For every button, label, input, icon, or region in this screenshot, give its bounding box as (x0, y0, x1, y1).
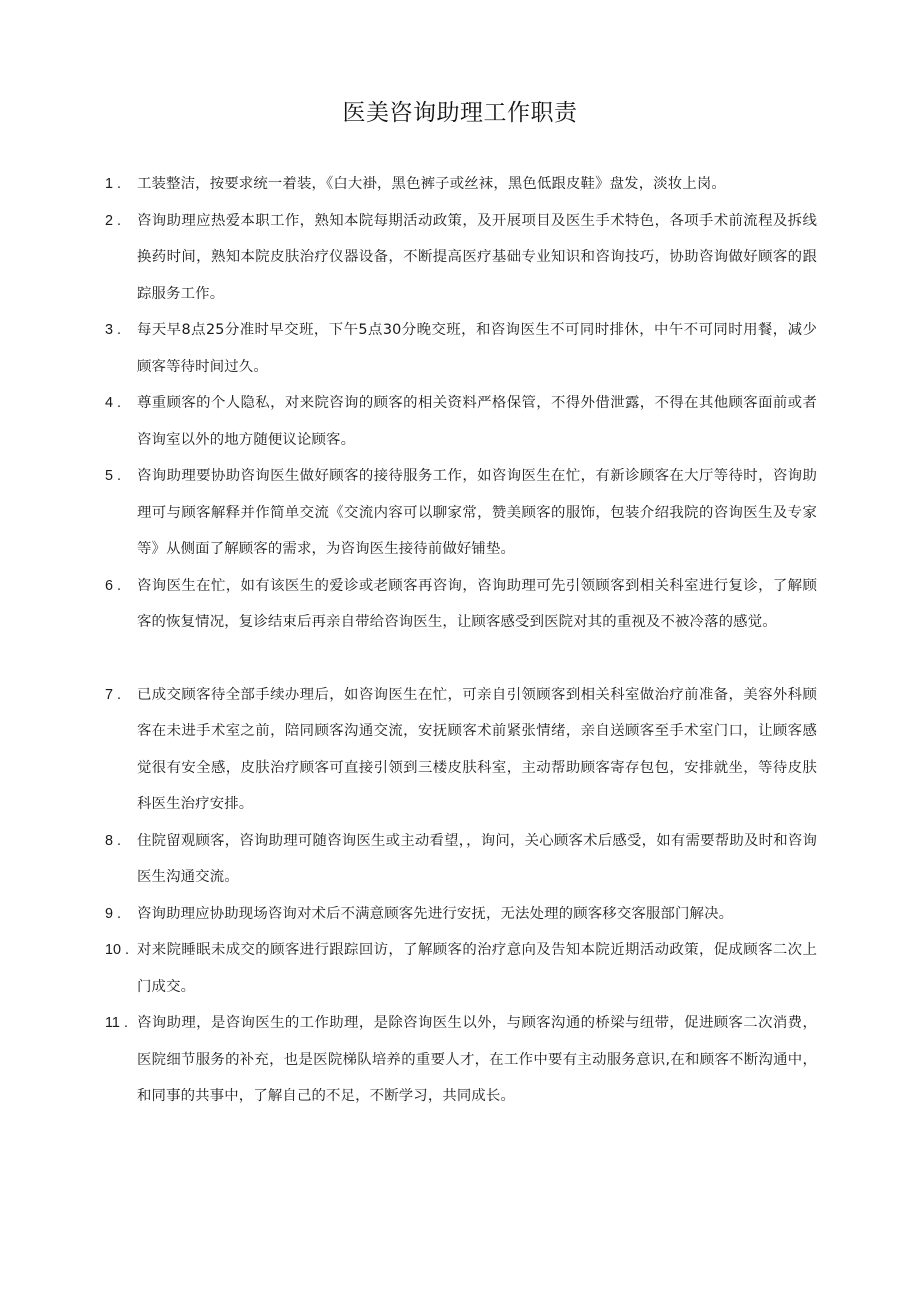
item-text: 对来院睡眠未成交的顾客进行跟踪回访，了解顾客的治疗意向及告知本院近期活动政策，促成顾客二次上门成交。 (137, 942, 817, 995)
item-text: 工装整洁，按要求统一着装，《白大褂，黑色裤子或丝袜，黑色低跟皮鞋》盘发，淡妆上岗。 (137, 176, 726, 192)
duty-list (105, 166, 817, 1115)
list-item (105, 203, 817, 313)
item-text: 咨询助理，是咨询医生的工作助理，是除咨询医生以外，与顾客沟通的桥梁与纽带，促进顾客二次消费，医院细节服务的补充，也是医院梯队培养的重要人才，在工作中要有主动服务意识,在和顾客不断沟通中，和同事的共事中，了解自己的不足，不断学习，共同成长。 (137, 1015, 817, 1104)
list-item (105, 896, 817, 933)
item-number: 4 . (105, 395, 122, 411)
list-item (105, 677, 817, 823)
list-item (105, 932, 817, 1005)
item-number: 6 . (105, 577, 122, 594)
item-number: 1 . (105, 176, 122, 192)
item-number: 10 . (105, 942, 130, 958)
item-number: 8 . (105, 832, 122, 849)
item-text: 咨询助理要协助咨询医生做好顾客的接待服务工作，如咨询医生在忙，有新诊顾客在大厅等待时，咨询助理可与顾客解释并作简单交流《交流内容可以聊家常，赞美顾客的服饰，包装介绍我院的咨询医生及专家等》从侧面了解顾客的需求，为咨询医生接待前做好铺垫。 (137, 468, 817, 557)
item-text: 每天早8点25分准时早交班，下午5点30分晚交班，和咨询医生不可同时排休，中午不可同时用餐，减少顾客等待时间过久。 (137, 322, 817, 375)
list-item (105, 312, 817, 385)
list-item (105, 568, 817, 641)
item-number: 9 . (105, 905, 122, 922)
list-item (105, 823, 817, 896)
item-text: 住院留观顾客，咨询助理可随咨询医生或主动看望，，询问，关心顾客术后感受，如有需要帮助及时和咨询医生沟通交流。 (137, 832, 817, 885)
item-text: 咨询助理应热爱本职工作，熟知本院每期活动政策，及开展项目及医生手术特色，各项手术前流程及拆线换药时间，熟知本院皮肤治疗仪器设备，不断提高医疗基础专业知识和咨询技巧，协助咨询做好顾客的跟踪服务工作。 (137, 212, 817, 302)
item-text: 已成交顾客待全部手续办理后，如咨询医生在忙，可亲自引领顾客到相关科室做治疗前准备，美容外科顾客在未进手术室之前，陪同顾客沟通交流，安抚顾客术前紧张情绪，亲自送顾客至手术室门口，让顾客感觉很有安全感，皮肤治疗顾客可直接引领到三楼皮肤科室，主动帮助顾客寄存包包，安排就坐，等待皮肤科医生治疗安排。 (137, 686, 817, 812)
list-item (105, 1005, 817, 1115)
item-text: 咨询医生在忙，如有该医生的爱诊或老顾客再咨询，咨询助理可先引领顾客到相关科室进行复诊，了解顾客的恢复情况，复诊结束后再亲自带给咨询医生，让顾客感受到医院对其的重视及不被冷落的感觉。 (137, 577, 817, 630)
item-number: 3 . (105, 322, 122, 338)
list-item (105, 385, 817, 458)
item-number: 2 . (105, 212, 122, 229)
item-text: 尊重顾客的个人隐私，对来院咨询的顾客的相关资料严格保管，不得外借泄露，不得在其他顾客面前或者咨询室以外的地方随便议论顾客。 (137, 395, 817, 448)
item-number: 5 . (105, 468, 122, 484)
item-text: 咨询助理应协助现场咨询对术后不满意顾客先进行安抚，无法处理的顾客移交客服部门解决。 (137, 905, 734, 922)
list-item (105, 166, 817, 203)
item-number: 11 . (105, 1015, 128, 1031)
page-title: 医美咨询助理工作职责 (342, 100, 578, 126)
list-item (105, 458, 817, 568)
item-number: 7 . (105, 686, 122, 703)
